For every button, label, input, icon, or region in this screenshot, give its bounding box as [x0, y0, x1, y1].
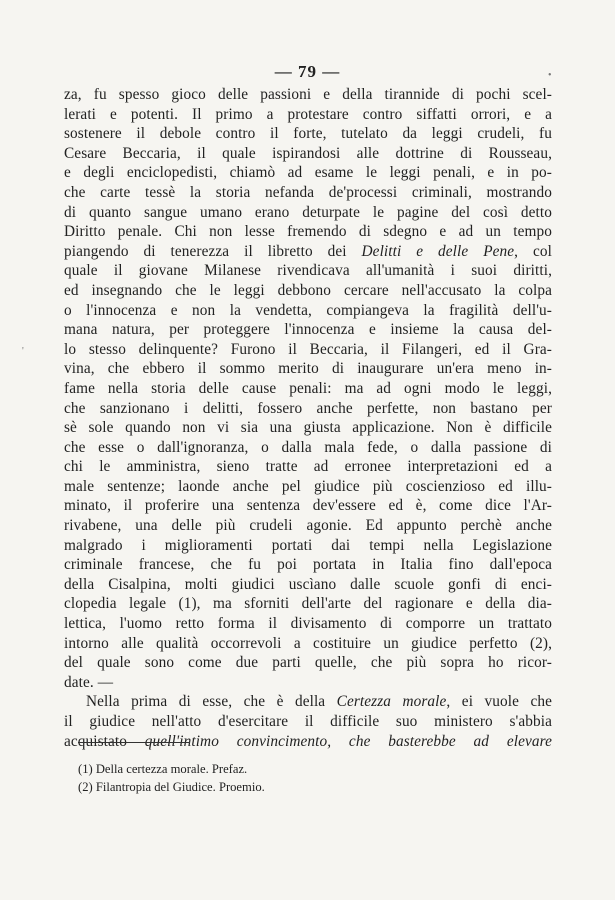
- text-line: [64, 105, 552, 125]
- text-line: [64, 575, 552, 595]
- line-text: che carte tessè la storia nefanda de'processi criminali, mostrando: [64, 183, 552, 201]
- line-text: e degli enciclopedisti, chiamò ad esame le leggi penali, e in po-: [64, 164, 552, 182]
- text-line: [64, 359, 552, 379]
- text-line: [64, 594, 552, 614]
- text-line: [64, 183, 552, 203]
- line-text: sè sole quando non vi sia una giusta applicazione. Non è difficile: [64, 419, 552, 437]
- line-text: date. —: [64, 673, 114, 691]
- line-text: quale il giovane Milanese rivendicava all'umanità i suoi diritti,: [64, 262, 552, 280]
- line-text: lettica, l'uomo retto forma il divisamento di comporre un trattato: [64, 615, 552, 633]
- line-text: Nella prima di esse, che è della: [86, 693, 337, 711]
- line-text: acquistato: [64, 732, 145, 750]
- text-line: [64, 124, 552, 144]
- text-line: [64, 203, 552, 223]
- line-text: che esse o dall'ignoranza, o dalla mala fede, o dalla passione di: [64, 438, 552, 456]
- line-text: malgrado i miglioramenti portati dai tempi nella Legislazione: [64, 536, 552, 554]
- line-text: della Cisalpina, molti giudici uscìano dalle scuole gonfi di enci-: [64, 575, 552, 593]
- text-line: [64, 163, 552, 183]
- margin-speck: •: [548, 70, 552, 81]
- line-text: piangendo di tenerezza il libretto dei: [64, 242, 362, 260]
- text-line: [64, 242, 552, 262]
- line-text: Diritto penale. Chi non lesse fremendo di sdegno e ad un tempo: [64, 223, 552, 241]
- text-line: [64, 673, 552, 693]
- text-line: [64, 536, 552, 556]
- text-line: [64, 399, 552, 419]
- text-line: [64, 379, 552, 399]
- line-text: o l'innocenza e non la vendetta, compiangeva la fragilità dell'u-: [64, 301, 552, 319]
- line-text: del quale sono come due parti quelle, che più sopra ho ricor-: [64, 654, 552, 672]
- line-text: che sanzionano i delitti, fossero anche perfette, non bastano per: [64, 399, 552, 417]
- text-line: [64, 477, 552, 497]
- text-line: [64, 496, 552, 516]
- text-line: [64, 261, 552, 281]
- line-text: fame nella storia delle cause penali: ma ad ogni modo le leggi,: [64, 379, 552, 397]
- footnotes: [78, 760, 538, 796]
- footnote: (2) Filantropia del Giudice. Proemio.: [78, 780, 265, 794]
- italic-title-text: quell'intimo convincimento, che basterebbe ad elevare: [144, 732, 552, 750]
- text-line: [64, 653, 552, 673]
- line-text: sostenere il debole contro il forte, tutelato da leggi crudeli, fu: [64, 125, 552, 143]
- text-line: [64, 457, 552, 477]
- line-text: di quanto sangue umano erano deturpate le pagine del così detto: [64, 203, 552, 221]
- text-line: [64, 85, 552, 105]
- line-text: minato, il proferire una sentenza dev'essere ed è, come dice l'Ar-: [64, 497, 552, 515]
- text-line: [64, 320, 552, 340]
- line-text: il giudice nell'atto d'esercitare il difficile suo ministero s'abbia: [64, 713, 552, 730]
- page-number: — 79 —: [274, 62, 341, 81]
- text-line: [64, 634, 552, 654]
- line-text: criminale francese, che fu poi portata in Italia fino dall'epoca: [64, 556, 552, 574]
- line-text: mana natura, per proteggere l'innocenza e insieme la causa del-: [64, 321, 552, 339]
- line-text: Cesare Beccaria, il quale ispirandosi alle dottrine di Rousseau,: [64, 144, 552, 162]
- line-text: vina, che ebbero il sommo merito di inaugurare un'era meno in-: [64, 360, 552, 378]
- text-line: [64, 712, 552, 732]
- line-text: intorno alle qualità occorrevoli a costituire un giudice perfetto (2),: [64, 634, 552, 652]
- italic-title-text: Certezza morale: [336, 693, 447, 711]
- line-text: lerati e potenti. Il primo a protestare contro siffatti orrori, e a: [64, 105, 552, 123]
- main-text: [64, 85, 552, 751]
- line-text: clopedia legale (1), ma sforniti dell'arte del ragionare e della dia-: [64, 595, 552, 613]
- line-text: za, fu spesso gioco delle passioni e della tirannide di pochi scel-: [64, 86, 552, 103]
- text-line: [64, 692, 552, 712]
- line-text: , col: [514, 242, 553, 260]
- text-line: [64, 614, 552, 634]
- footnote-rule: [78, 742, 190, 743]
- text-line: [64, 144, 552, 164]
- text-line: [64, 438, 552, 458]
- footnote: (1) Della certezza morale. Prefaz.: [78, 762, 248, 776]
- text-line: [64, 222, 552, 242]
- text-line: [64, 418, 552, 438]
- line-text: chi le amministra, sieno tratte ad erronee interpretazioni ed a: [64, 458, 552, 476]
- line-text: , ei vuole che: [446, 693, 552, 711]
- text-line: [64, 340, 552, 360]
- line-text: rivabene, una delle più crudeli agonie. Ed appunto perchè anche: [64, 517, 552, 535]
- line-text: ed insegnando che le leggi debbono cercare nell'accusato la colpa: [64, 281, 552, 299]
- line-text: lo stesso delinquente? Furono il Beccaria, il Filangeri, ed il Gra-: [64, 340, 552, 358]
- text-line: [64, 516, 552, 536]
- line-text: male sentenze; laonde anche pel giudice più coscienzioso ed illu-: [64, 477, 552, 495]
- text-line: [64, 301, 552, 321]
- text-line: [64, 281, 552, 301]
- text-line: [64, 555, 552, 575]
- margin-speck: ': [22, 346, 24, 357]
- italic-title-text: Delitti e delle Pene: [361, 242, 515, 260]
